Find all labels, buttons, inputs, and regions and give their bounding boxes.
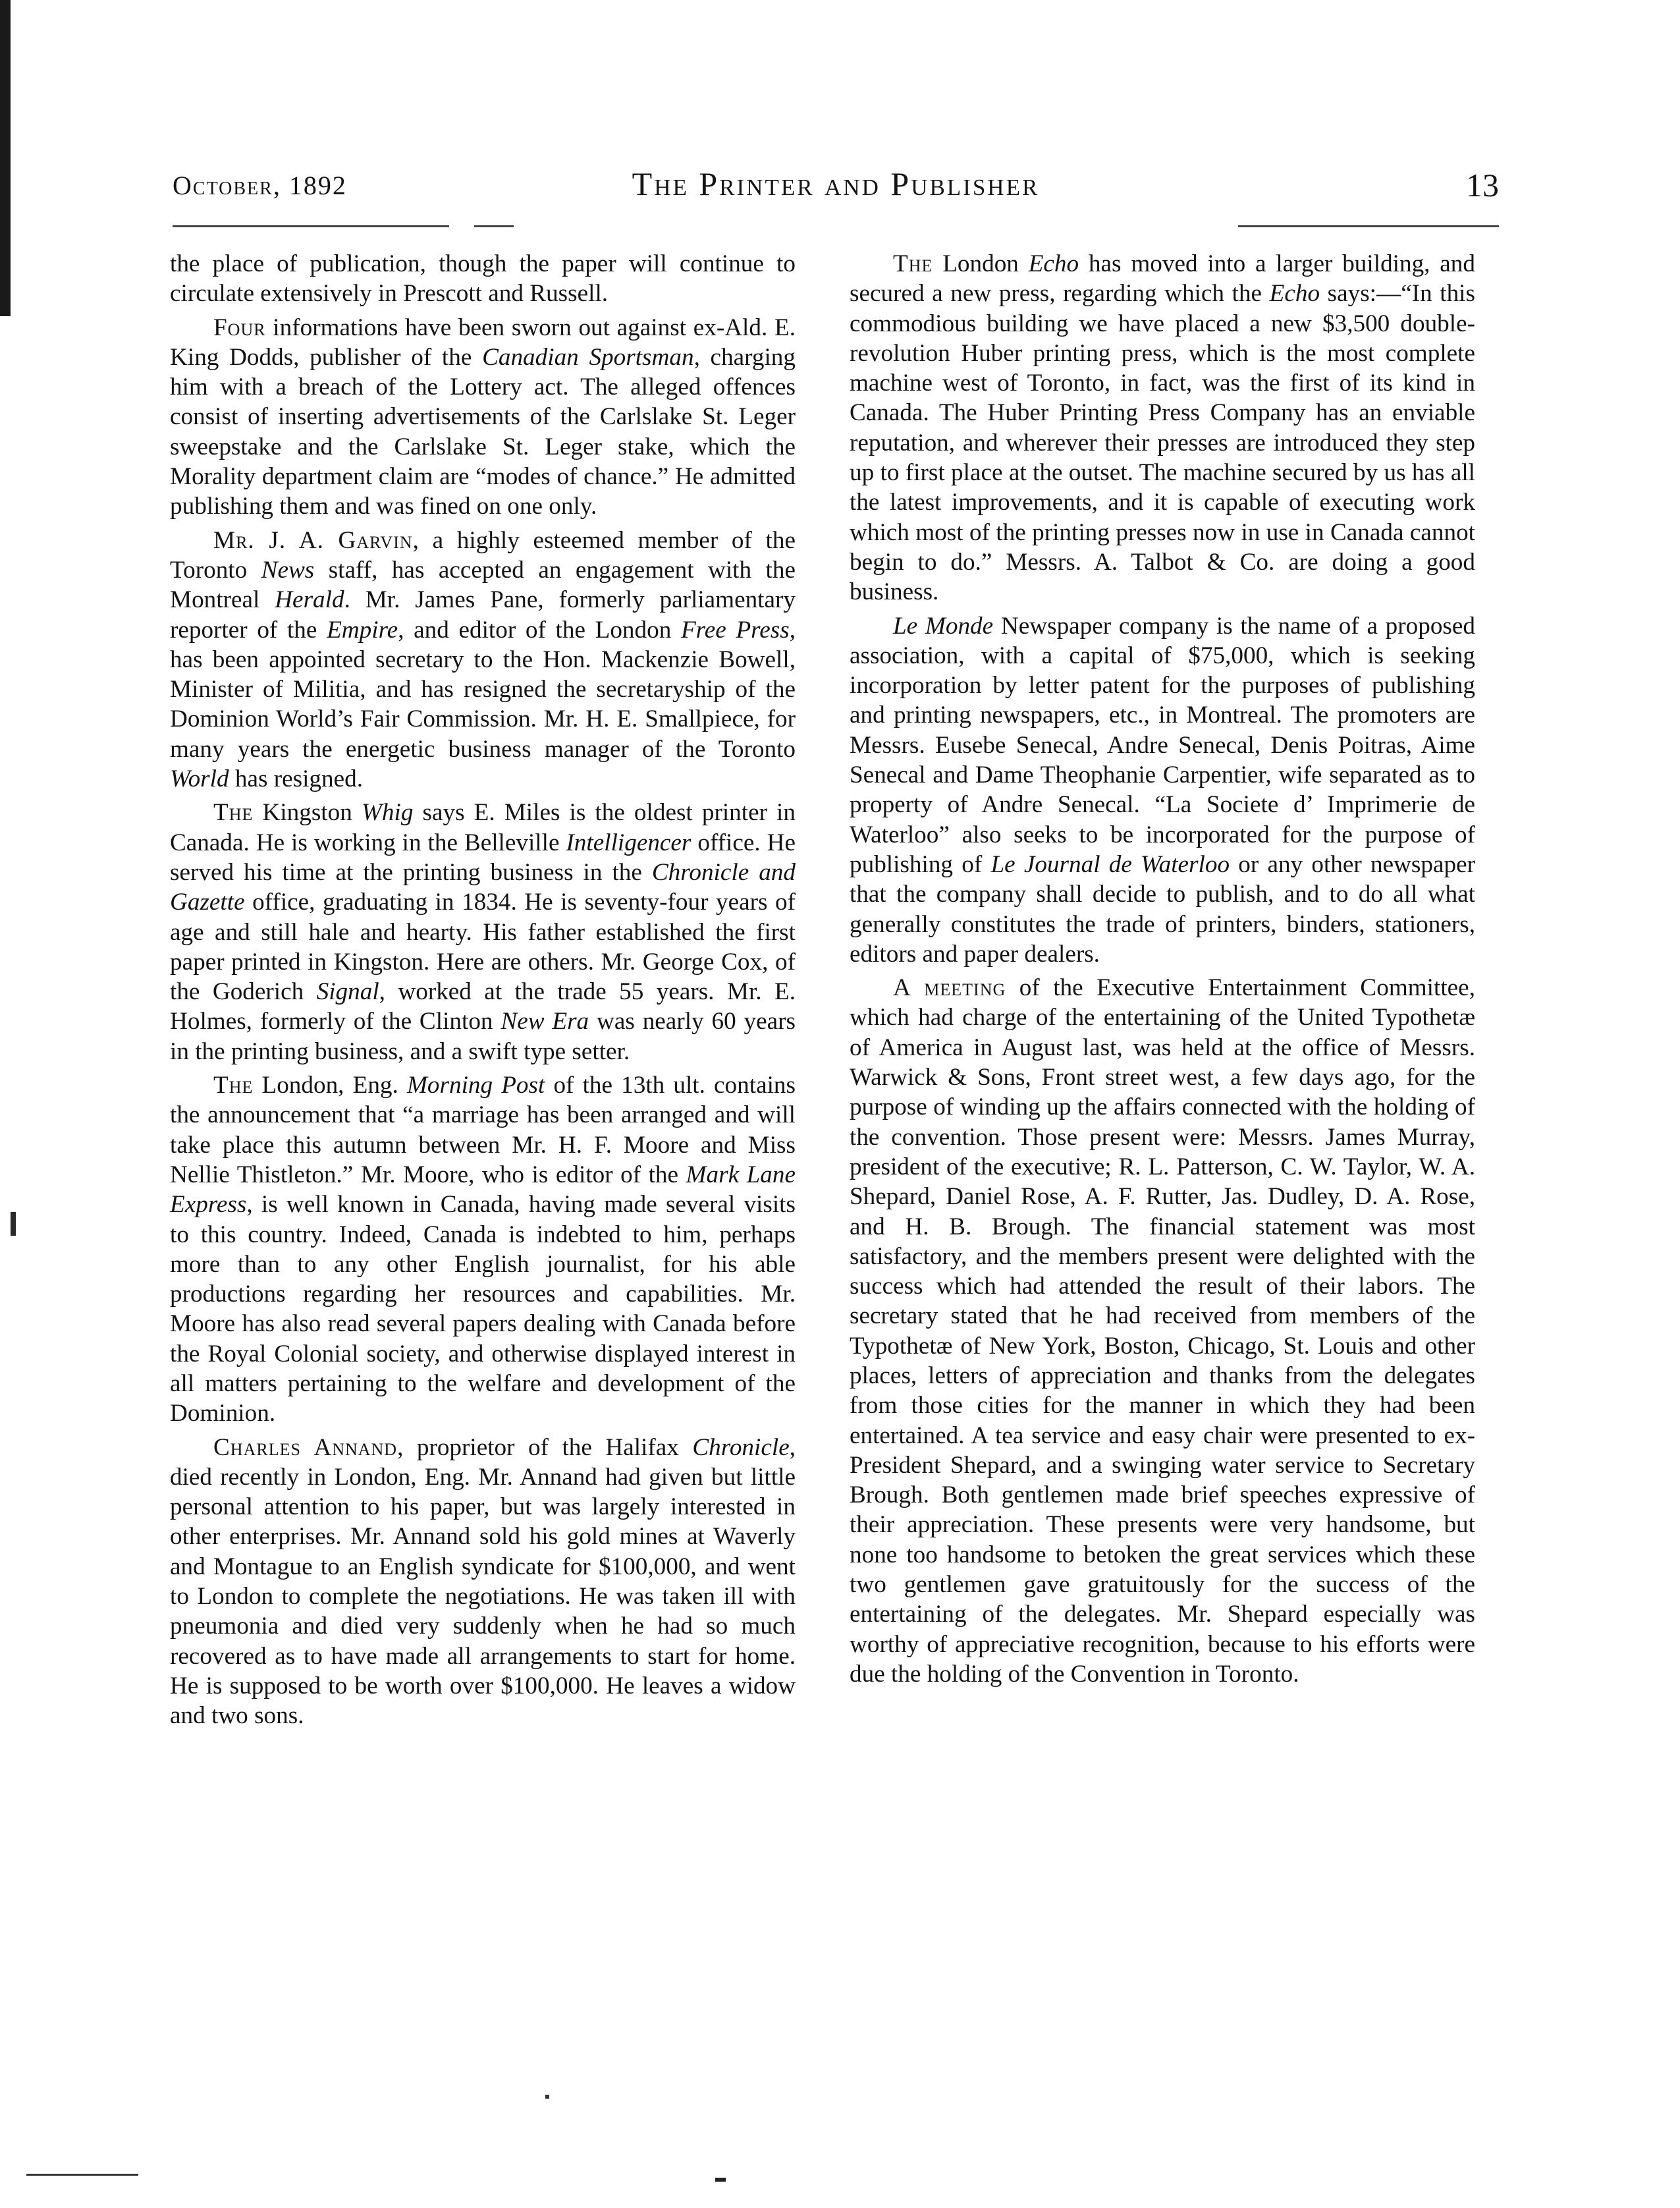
running-header <box>173 163 1499 209</box>
binding-mark <box>11 1212 16 1236</box>
publication-name: Herald <box>275 586 344 614</box>
header-rule <box>1238 225 1499 227</box>
publication-name: Intelligencer <box>566 829 691 856</box>
publication-name: Le Journal de Waterloo <box>990 850 1230 878</box>
article-paragraph: The Kingston Whig says E. Miles is the oldest printer in Canada. He is working in the Belleville Intelligencer office. He served his time at the printing business in the Chronicle and Gazette office, graduating in 1834. He is seventy-four years of age and still hale and hearty. His father established the first paper printed in Kingston. Here are others. Mr. George Cox, of the Goderich Signal, worked at the trade 55 years. Mr. E. Holmes, formerly of the Clinton New Era was nearly 60 years in the printing business, and a swift type setter. <box>170 799 796 1065</box>
publication-name: World <box>170 765 229 793</box>
header-rule <box>173 225 449 227</box>
binding-edge <box>0 0 11 316</box>
right-column <box>850 249 1475 1693</box>
print-speck <box>545 2095 549 2099</box>
publication-name: Free Press <box>680 616 790 644</box>
lead-in: Charles Annand <box>213 1433 398 1461</box>
publication-title: The Printer and Publisher <box>632 165 1040 202</box>
footer-mark <box>26 2174 138 2176</box>
header-rule <box>474 225 514 227</box>
publication-name: Chronicle and Gazette <box>170 858 796 916</box>
article-paragraph: Le Monde Newspaper company is the name of a proposed association, with a capital of $75,000, which is seeking incorporation by letter patent for the purposes of publishing and printing newspapers, etc., in Montreal. The promoters are Messrs. Eusebe Senecal, Andre Senecal, Denis Poitras, Aime Senecal and Dame Theophanie Carpentier, wife separated as to property of Andre Senecal. “La Societe d’ Imprimerie de Waterloo” also seeks to be incorporated for the purpose of publishing of Le Journal de Waterloo or any other newspaper that the company shall decide to publish, and to do all what generally constitutes the trade of printers, binders, stationers, editors and paper dealers. <box>850 612 1475 968</box>
publication-name: Echo <box>1269 280 1320 308</box>
publication-name: Empire <box>327 616 398 644</box>
publication-name: New Era <box>501 1008 589 1035</box>
lead-in: A meeting <box>893 974 1006 1002</box>
publication-name: Signal <box>316 978 379 1006</box>
article-paragraph: the place of publication, though the paper will continue to circulate extensively in Prescott and Russell. <box>170 250 796 308</box>
publication-name: Chronicle <box>692 1433 790 1461</box>
article-paragraph: The London, Eng. Morning Post of the 13th ult. contains the announcement that “a marriage has been arranged and will take place this autumn between Mr. H. F. Moore and Miss Nellie Thistleton.” Mr. Moore, who is editor of the Mark Lane Express, is well known in Canada, having made several visits to this country. Indeed, Canada is indebted to him, perhaps more than to any other English journalist, for his able productions regarding her resources and capabilities. Mr. Moore has also read several papers dealing with Canada before the Royal Colonial society, and otherwise displayed interest in all matters pertaining to the welfare and development of the Dominion. <box>170 1072 796 1427</box>
publication-name: Echo <box>1028 250 1079 277</box>
publication-name: Morning Post <box>406 1072 545 1099</box>
article-paragraph: The London Echo has moved into a larger building, and secured a new press, regarding which the Echo says:—“In this commodious building we have placed a new $3,500 double-revolution Huber printing press, which is the most complete machine west of Toronto, in fact, was the first of its kind in Canada. The Huber Printing Press Company has an enviable reputation, and wherever their presses are introduced they step up to first place at the outset. The machine secured by us has all the latest improvements, and it is capable of executing work which most of the printing presses now in use in Canada cannot begin to do.” Messrs. A. Talbot & Co. are doing a good business. <box>850 250 1475 606</box>
article-paragraph: Charles Annand, proprietor of the Halifax Chronicle, died recently in London, Eng. Mr. Annand had given but little personal attention to his paper, but was largely interested in other enterprises. Mr. Annand sold his gold mines at Waverly and Montague to an English syndicate for $100,000, and went to London to complete the negotiations. He was taken ill with pneumonia and died very suddenly when he had so much recovered as to have made all arrangements to start for home. He is supposed to be worth over $100,000. He leaves a widow and two sons. <box>170 1433 796 1730</box>
page-number: 13 <box>1466 167 1499 204</box>
publication-name: Mark Lane Express <box>170 1161 796 1219</box>
lead-in: The <box>213 1072 254 1099</box>
lead-in: The <box>893 250 933 277</box>
issue-date: October, 1892 <box>173 171 347 200</box>
article-paragraph: Mr. J. A. Garvin, a highly esteemed member of the Toronto News staff, has accepted an engagement with the Montreal Herald. Mr. James Pane, formerly parliamentary reporter of the Empire, and editor of the London Free Press, has been appointed secretary to the Hon. Mackenzie Bowell, Minister of Militia, and has resigned the secretaryship of the Dominion World’s Fair Commission. Mr. H. E. Smallpiece, for many years the energetic business manager of the Toronto World has resigned. <box>170 526 796 793</box>
publication-name: Whig <box>361 799 414 827</box>
lead-in: The <box>213 799 254 827</box>
article-paragraph: Four informations have been sworn out against ex-Ald. E. King Dodds, publisher of the Canadian Sportsman, charging him with a breach of the Lottery act. The alleged offences consist of inserting advertisements of the Carlslake St. Leger sweepstake and the Carlslake St. Leger stake, which the Morality department claim are “modes of chance.” He admitted publishing them and was fined on one only. <box>170 314 796 520</box>
lead-in: Four <box>213 314 266 341</box>
publication-name: News <box>261 556 315 584</box>
publication-name: Le Monde <box>893 612 994 640</box>
article-paragraph: A meeting of the Executive Entertainment Committee, which had charge of the entertaining of the United Typothetæ of America in August last, was held at the office of Messrs. Warwick & Sons, Front street west, a few days ago, for the purpose of winding up the affairs connected with the holding of the convention. Those present were: Messrs. James Murray, president of the executive; R. L. Patterson, C. W. Taylor, W. A. Shepard, Daniel Rose, A. F. Rutter, Jas. Dudley, D. A. Rose, and H. B. Brough. The financial statement was most satisfactory, and the members present were delighted with the success which had attended the result of their labors. The secretary stated that he had received from members of the Typothetæ of New York, Boston, Chicago, St. Louis and other places, letters of appreciation and thanks from the delegates from those cities for the manner in which they had been entertained. A tea service and easy chair were presented to ex-President Shepard, and a swinging water service to Secretary Brough. Both gentlemen made brief speeches expressive of their appreciation. These presents were very handsome, but none too handsome to betoken the great services which these two gentlemen gave gratuitously for the success of the entertaining of the delegates. Mr. Shepard especially was worthy of appreciative recognition, because to his efforts were due the holding of the Convention in Toronto. <box>850 974 1475 1688</box>
publication-name: Canadian Sportsman <box>482 343 694 371</box>
print-speck <box>715 2178 726 2182</box>
lead-in: Mr. J. A. Garvin <box>213 526 413 554</box>
left-column <box>170 249 796 1735</box>
